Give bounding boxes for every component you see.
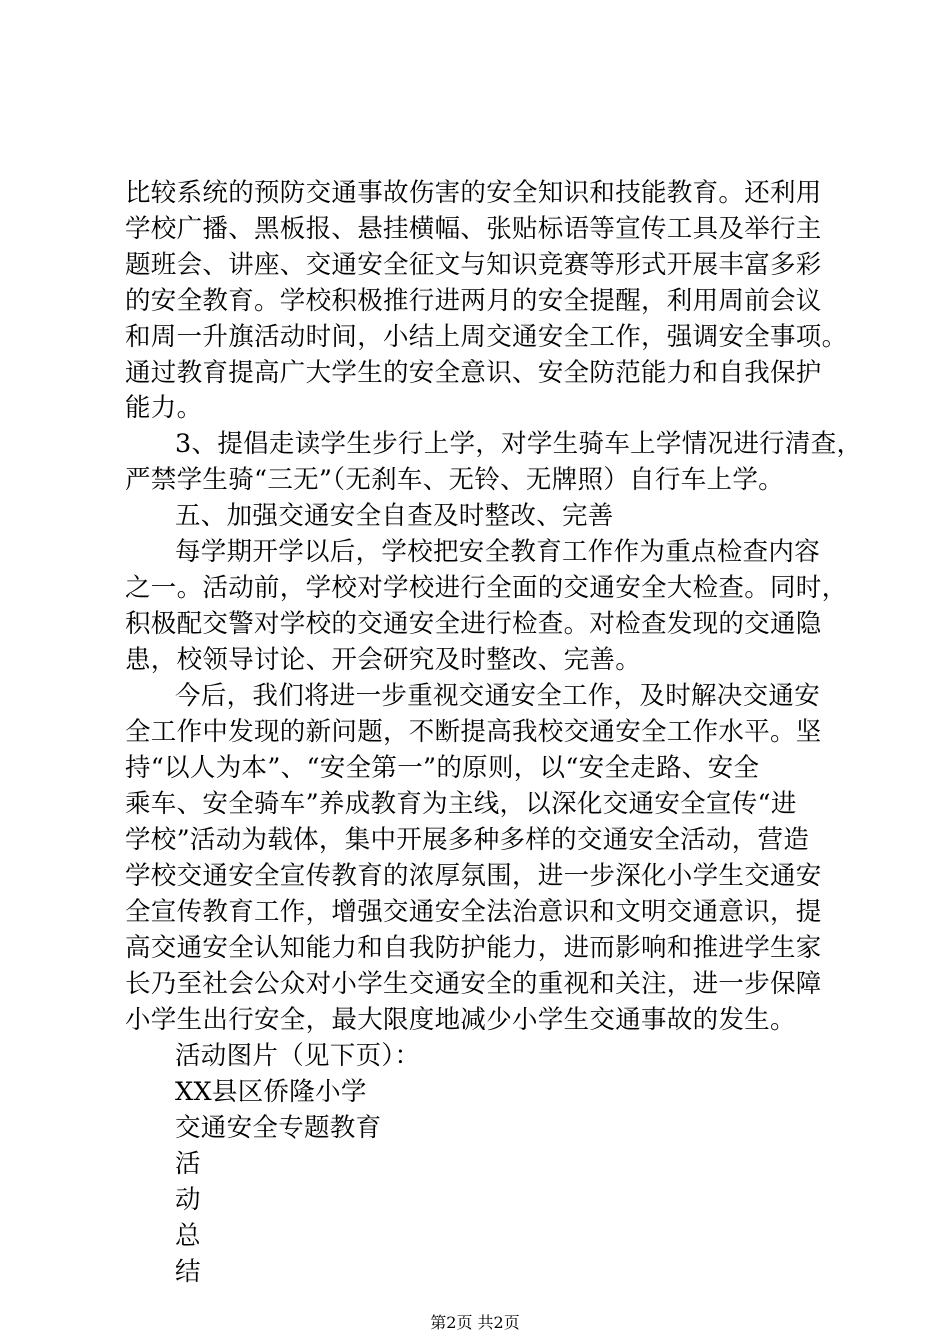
- report-title-char: 动: [175, 1185, 201, 1215]
- report-title-char: 总: [175, 1221, 201, 1251]
- paragraph-line: 全宣传教育工作，增强交通安全法治意识和文明交通意识，提: [125, 897, 822, 927]
- paragraph-line: 和周一升旗活动时间，小结上周交通安全工作，强调安全事项。: [125, 322, 848, 352]
- paragraph-line: 学校交通安全宣传教育的浓厚氛围，进一步深化小学生交通安: [125, 861, 822, 891]
- paragraph-line: 高交通安全认知能力和自我防护能力，进而影响和推进学生家: [125, 933, 822, 963]
- paragraph-line: 每学期开学以后，学校把安全教育工作作为重点检查内容: [175, 537, 821, 567]
- school-name: XX县区侨隆小学: [175, 1077, 367, 1107]
- paragraph-line: 患，校领导讨论、开会研究及时整改、完善。: [125, 645, 642, 675]
- paragraph-line: 的安全教育。学校积极推行进两月的安全提醒，利用周前会议: [125, 286, 822, 316]
- paragraph-line: 长乃至社会公众对小学生交通安全的重视和关注，进一步保障: [125, 969, 822, 999]
- photo-note: 活动图片（见下页）：: [175, 1041, 421, 1071]
- paragraph-line: 学校”活动为载体，集中开展多种多样的交通安全活动，营造: [125, 825, 810, 855]
- paragraph-line: 积极配交警对学校的交通安全进行检查。对检查发现的交通隐: [125, 609, 822, 639]
- report-title: 交通安全专题教育: [175, 1113, 382, 1143]
- page-footer: 第2页 共2页: [430, 1313, 520, 1332]
- section-heading: 五、加强交通安全自查及时整改、完善: [175, 501, 614, 531]
- paragraph-line: 严禁学生骑“三无”（无刹车、无铃、无牌照）自行车上学。: [125, 465, 784, 495]
- paragraph-line: 持“以人为本”、“安全第一”的原则，以“安全走路、安全: [125, 753, 760, 783]
- paragraph-line: 3、提倡走读学生步行上学，对学生骑车上学情况进行清查，: [175, 429, 863, 459]
- paragraph-line: 能力。: [125, 393, 203, 423]
- paragraph-line: 学校广播、黑板报、悬挂横幅、张贴标语等宣传工具及举行主: [125, 214, 822, 244]
- paragraph-line: 比较系统的预防交通事故伤害的安全知识和技能教育。还利用: [125, 178, 822, 208]
- report-title-char: 结: [175, 1257, 201, 1287]
- paragraph-line: 小学生出行安全，最大限度地减少小学生交通事故的发生。: [125, 1005, 796, 1035]
- paragraph-line: 乘车、安全骑车”养成教育为主线，以深化交通安全宣传“进: [125, 789, 797, 819]
- paragraph-line: 题班会、讲座、交通安全征文与知识竞赛等形式开展丰富多彩: [125, 250, 822, 280]
- paragraph-line: 之一。活动前，学校对学校进行全面的交通安全大检查。同时，: [125, 573, 848, 603]
- paragraph-line: 今后，我们将进一步重视交通安全工作，及时解决交通安: [175, 681, 821, 711]
- paragraph-line: 通过教育提高广大学生的安全意识、安全防范能力和自我保护: [125, 358, 822, 388]
- paragraph-line: 全工作中发现的新问题，不断提高我校交通安全工作水平。坚: [125, 717, 822, 747]
- report-title-char: 活: [175, 1149, 201, 1179]
